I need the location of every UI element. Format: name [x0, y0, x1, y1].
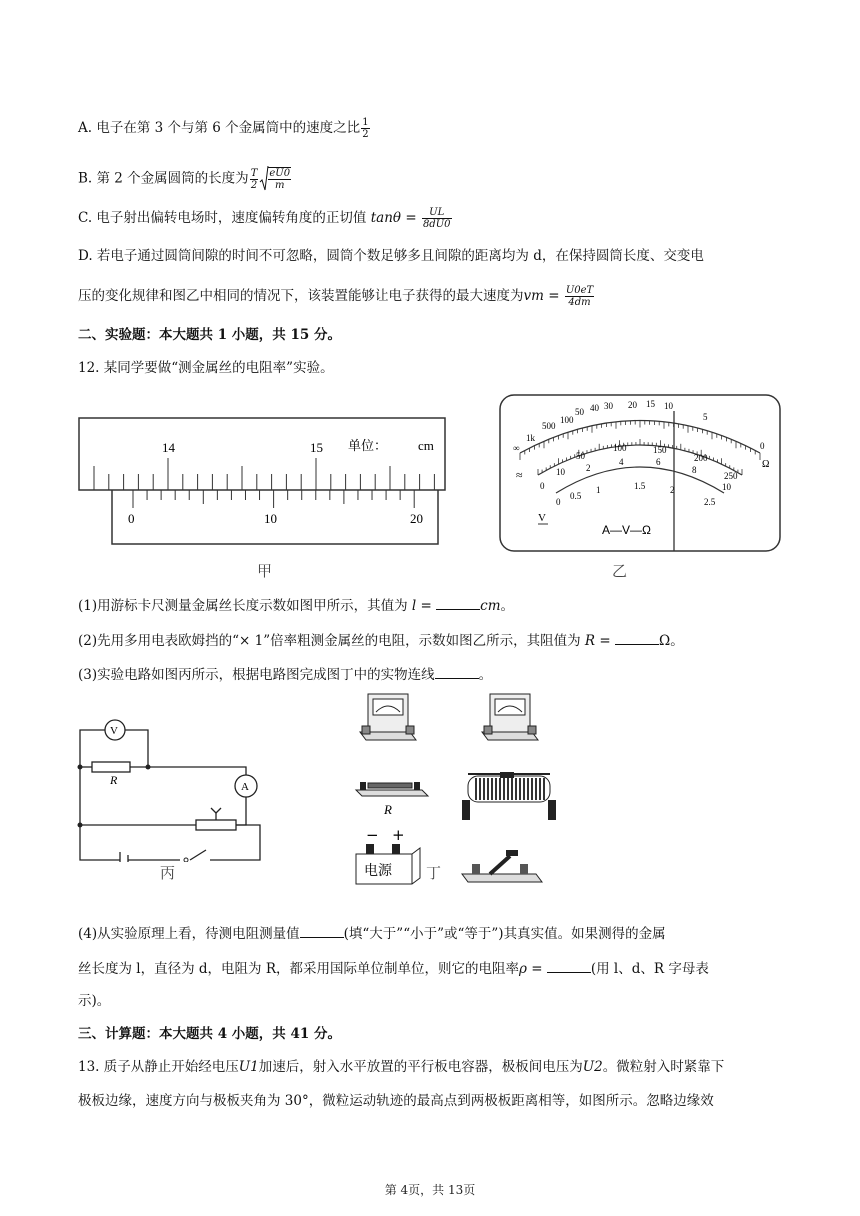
main-label-15: 15 — [310, 440, 323, 455]
ohm-label: ∞ — [513, 443, 520, 453]
plus-sign: + — [392, 826, 405, 844]
q12-stem: 12. 某同学要做“测金属丝的电阻率”实验。 — [78, 360, 334, 376]
meter-face-label: A—V—Ω — [602, 523, 651, 537]
resistor-label: R — [110, 773, 118, 787]
switch-device — [462, 850, 542, 882]
ohm-symbol: Ω — [762, 459, 770, 470]
ac-label: 0.5 — [570, 491, 582, 501]
option-a-text: A. 电子在第 3 个与第 6 个金属筒中的速度之比 — [78, 120, 361, 136]
dc-label: 0 — [540, 481, 545, 491]
ac-label: 0 — [556, 497, 561, 507]
option-c-fraction: $\frac{UL}{8dU0}$ — [422, 207, 451, 230]
ohm-label: 20 — [628, 400, 637, 410]
main-scale-ticks — [94, 458, 434, 490]
dc-label: 6 — [656, 457, 661, 467]
option-c-text: C. 电子射出偏转电场时，速度偏转角度的正切值 — [78, 210, 371, 226]
option-d-expr: vm = — [523, 288, 560, 304]
section-2-title: 二、实验题：本大题共 1 小题，共 15 分。 — [78, 327, 341, 343]
ohm-label: 0 — [760, 441, 765, 451]
dc-label: 200 — [694, 453, 708, 463]
dc-symbol: ≈ — [516, 468, 523, 482]
caliper-figure — [78, 410, 448, 550]
answer-blank[interactable] — [300, 925, 344, 938]
answer-blank[interactable] — [435, 666, 479, 679]
ohm-label: 500 — [542, 421, 556, 431]
circuit-figure — [70, 712, 280, 862]
ohm-label: 5 — [703, 412, 708, 422]
option-a-fraction: $\frac{1}{2}$ — [362, 117, 369, 140]
unit-cm: cm — [418, 438, 434, 453]
caption-bing: 丙 — [160, 864, 176, 882]
caption-jia: 甲 — [257, 562, 273, 580]
q13-line1: 13. 质子从静止开始经电压U1加速后，射入水平放置的平行板电容器，极板间电压为U2。微粒射入时紧靠下 — [78, 1059, 725, 1075]
dc-label: 10 — [556, 467, 565, 477]
dc-label: 50 — [576, 451, 585, 461]
power-label: 电源 — [364, 863, 392, 879]
dc-label: 8 — [692, 465, 697, 475]
main-label-14: 14 — [162, 440, 175, 455]
q12-part4-line3: 示)。 — [78, 993, 111, 1009]
caption-ding: 丁 — [426, 864, 442, 882]
ohm-label: 50 — [575, 407, 584, 417]
ac-label: 1 — [596, 485, 601, 495]
ammeter-label: A — [241, 781, 249, 793]
option-d-fraction: $\frac{U0eT}{4dm}$ — [565, 285, 594, 308]
voltmeter-device — [360, 694, 416, 740]
answer-blank[interactable] — [547, 960, 591, 973]
dc-label: 2 — [586, 463, 591, 473]
vernier-label-10: 10 — [264, 511, 277, 526]
dc-label: 250 — [724, 471, 738, 481]
dc-label: 10 — [722, 482, 731, 492]
q12-part2: (2)先用多用电表欧姆挡的“× 1”倍率粗测金属丝的电阻，示数如图乙所示，其阻值为 R = Ω。 — [78, 633, 684, 649]
ac-symbol: V — [538, 512, 546, 524]
option-d-line1: D. 若电子通过圆筒间隙的时间不可忽略，圆筒个数足够多且间隙的距离均为 d，在保持圆筒长度、交变电 — [78, 248, 704, 264]
ohm-label: 15 — [646, 399, 655, 409]
minus-sign: − — [366, 826, 379, 844]
page-footer: 第 4页，共 13页 — [384, 1183, 476, 1197]
dc-label: 150 — [653, 445, 667, 455]
vernier-ticks — [133, 490, 414, 508]
resistor-device — [356, 782, 428, 796]
q12-part3: (3)实验电路如图丙所示，根据电路图完成图丁中的实物连线 。 — [78, 667, 493, 683]
option-a — [78, 117, 371, 140]
ac-label: 2 — [670, 485, 675, 495]
ohm-label: 100 — [560, 415, 574, 425]
device-resistor-label: R — [384, 802, 392, 817]
option-b-text: B. 第 2 个金属圆筒的长度为 — [78, 170, 249, 187]
vernier-label-0: 0 — [128, 511, 135, 526]
q12-part4-line1: (4)从实验原理上看，待测电阻测量值 (填“大于”“小于”或“等于”)其真实值。如果测得的金属 — [78, 926, 666, 942]
resistor-icon — [92, 762, 130, 772]
ac-label: 1.5 — [634, 481, 646, 491]
caption-yi: 乙 — [612, 562, 628, 580]
answer-blank[interactable] — [436, 597, 480, 610]
dc-label: 100 — [613, 443, 627, 453]
option-b — [78, 165, 292, 193]
vernier-label-20: 20 — [410, 511, 423, 526]
rheostat-device — [462, 772, 556, 820]
dc-label: 4 — [619, 457, 624, 467]
ammeter-device — [482, 694, 538, 740]
q12-part1: (1)用游标卡尺测量金属丝长度示数如图甲所示，其值为 l = cm。 — [78, 598, 515, 614]
option-d-line2: 压的变化规律和图乙中相同的情况下，该装置能够让电子获得的最大速度为vm = $\frac{U0eT}{4dm}$ — [78, 285, 594, 308]
ohm-label: 1k — [526, 433, 535, 443]
option-b-sqrt: $\frac{eU0}{m}$ — [259, 165, 292, 193]
q13-line2: 极板边缘，速度方向与极板夹角为 30°，微粒运动轨迹的最高点到两极板距离相等，如图所示。忽略边缘效 — [78, 1093, 714, 1109]
option-b-fraction: $\frac{T}{2}$ — [250, 167, 258, 191]
rheostat-icon — [196, 820, 236, 830]
option-c-expr: tanθ = — [370, 210, 417, 226]
devices-figure — [350, 690, 560, 890]
ohm-label: 40 — [590, 403, 599, 413]
ac-label: 2.5 — [704, 497, 716, 507]
q12-part4-line2: 丝长度为 l，直径为 d，电阻为 R，都采用国际单位制单位，则它的电阻率ρ = (用 l、d、R 字母表 — [78, 961, 709, 977]
section-3-title: 三、计算题：本大题共 4 小题，共 41 分。 — [78, 1026, 341, 1042]
ohm-label: 30 — [604, 401, 613, 411]
answer-blank[interactable] — [615, 632, 659, 645]
multimeter-figure — [498, 393, 782, 555]
voltmeter-label: V — [110, 725, 118, 737]
ohm-label: 10 — [664, 401, 673, 411]
option-c — [78, 207, 453, 230]
unit-label: 单位： — [348, 439, 388, 454]
